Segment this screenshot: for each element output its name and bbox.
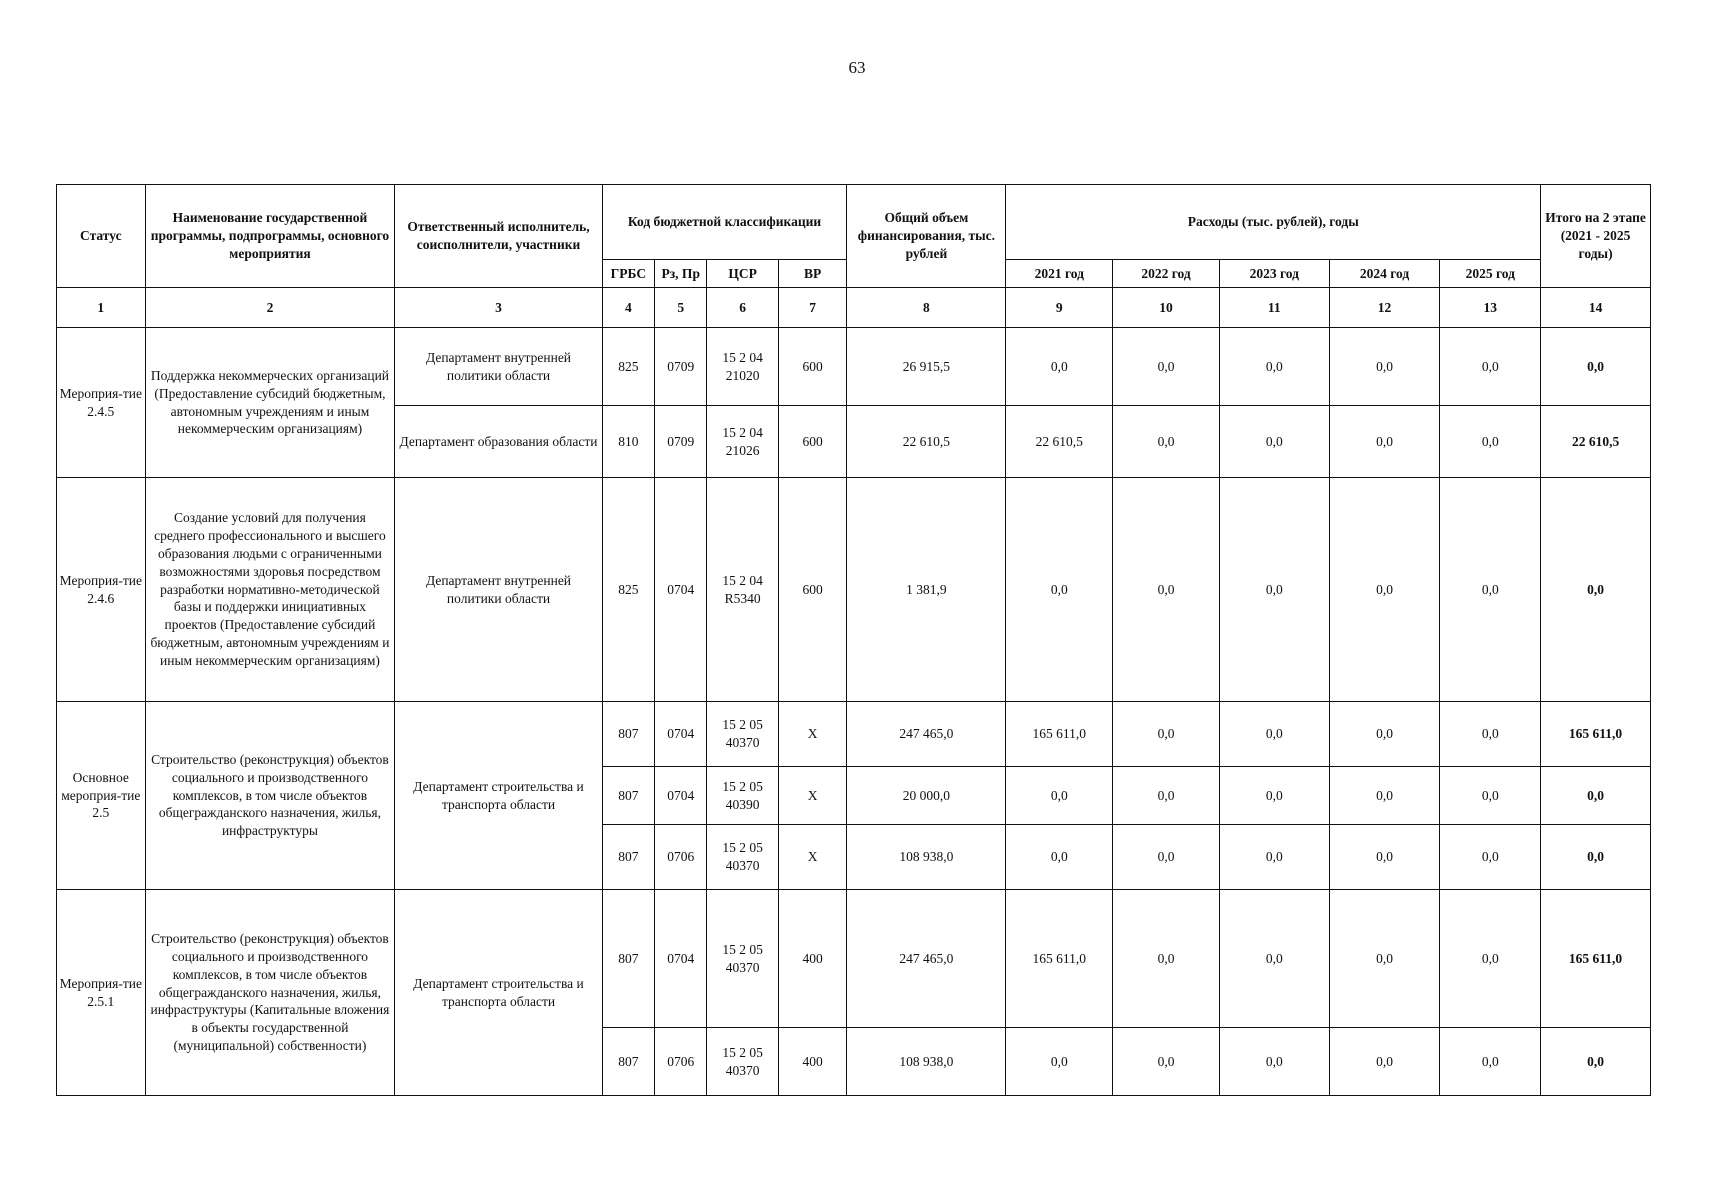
column-number: 5 [655,288,707,328]
csr-cell: 15 2 05 40390 [707,767,778,825]
csr-cell: 15 2 04 21020 [707,328,778,406]
rzpr-cell: 0706 [655,1028,707,1096]
year-2021-cell: 0,0 [1006,328,1113,406]
column-number: 11 [1219,288,1329,328]
year-2024-cell: 0,0 [1329,767,1440,825]
year-2025-cell: 0,0 [1440,767,1541,825]
year-2024-cell: 0,0 [1329,406,1440,478]
stage-total-cell: 0,0 [1541,328,1651,406]
grbs-cell: 810 [602,406,654,478]
header-year-2021: 2021 год [1006,260,1113,288]
year-2022-cell: 0,0 [1113,478,1220,702]
year-2023-cell: 0,0 [1219,890,1329,1028]
executor-cell: Департамент внутренней политики области [395,478,602,702]
name-cell: Создание условий для получения среднего профессионального и высшего образования людьми с ограниченными возможностями здоровья посредством разработки нормативно-методической базы и поддержки инициативных проектов (Предоставление субсидий бюджетным, автономным учреждениям и иным некоммерческим организациям) [145,478,395,702]
rzpr-cell: 0704 [655,767,707,825]
year-2023-cell: 0,0 [1219,767,1329,825]
stage-total-cell: 22 610,5 [1541,406,1651,478]
header-status: Статус [57,185,146,288]
year-2022-cell: 0,0 [1113,825,1220,890]
year-2025-cell: 0,0 [1440,406,1541,478]
year-2021-cell: 165 611,0 [1006,890,1113,1028]
year-2024-cell: 0,0 [1329,825,1440,890]
status-cell: Мероприя-тие 2.4.5 [57,328,146,478]
column-number: 14 [1541,288,1651,328]
column-number-row [57,288,1651,328]
year-2021-cell: 165 611,0 [1006,702,1113,767]
volume-cell: 108 938,0 [847,825,1006,890]
vr-cell: Х [778,702,846,767]
header-expenses: Расходы (тыс. рублей), годы [1006,185,1541,260]
status-cell: Мероприя-тие 2.5.1 [57,890,146,1096]
executor-cell: Департамент строительства и транспорта области [395,890,602,1096]
name-cell: Поддержка некоммерческих организаций (Предоставление субсидий бюджетным, автономным учреждениям и иным некоммерческим организациям) [145,328,395,478]
table-row [57,328,1651,406]
column-number: 12 [1329,288,1440,328]
year-2021-cell: 22 610,5 [1006,406,1113,478]
rzpr-cell: 0704 [655,702,707,767]
header-name: Наименование государственной программы, подпрограммы, основного мероприятия [145,185,395,288]
header-year-2024: 2024 год [1329,260,1440,288]
rzpr-cell: 0709 [655,406,707,478]
year-2023-cell: 0,0 [1219,406,1329,478]
stage-total-cell: 0,0 [1541,767,1651,825]
table-row [57,478,1651,702]
stage-total-cell: 165 611,0 [1541,702,1651,767]
column-number: 13 [1440,288,1541,328]
year-2023-cell: 0,0 [1219,825,1329,890]
year-2021-cell: 0,0 [1006,1028,1113,1096]
grbs-cell: 825 [602,328,654,406]
year-2022-cell: 0,0 [1113,702,1220,767]
csr-cell: 15 2 05 40370 [707,702,778,767]
rzpr-cell: 0709 [655,328,707,406]
csr-cell: 15 2 05 40370 [707,1028,778,1096]
vr-cell: 600 [778,406,846,478]
csr-cell: 15 2 04 21026 [707,406,778,478]
table-row [57,890,1651,1028]
stage-total-cell: 0,0 [1541,478,1651,702]
header-year-2025: 2025 год [1440,260,1541,288]
grbs-cell: 807 [602,890,654,1028]
volume-cell: 22 610,5 [847,406,1006,478]
year-2022-cell: 0,0 [1113,406,1220,478]
table-row [57,702,1651,767]
grbs-cell: 807 [602,825,654,890]
status-cell: Основное мероприя-тие 2.5 [57,702,146,890]
header-budget-code: Код бюджетной классификации [602,185,847,260]
vr-cell: 600 [778,478,846,702]
stage-total-cell: 0,0 [1541,825,1651,890]
csr-cell: 15 2 05 40370 [707,825,778,890]
status-cell: Мероприя-тие 2.4.6 [57,478,146,702]
grbs-cell: 807 [602,702,654,767]
column-number: 4 [602,288,654,328]
column-number: 10 [1113,288,1220,328]
year-2022-cell: 0,0 [1113,890,1220,1028]
vr-cell: 400 [778,890,846,1028]
budget-table [56,184,1651,1096]
year-2024-cell: 0,0 [1329,1028,1440,1096]
volume-cell: 247 465,0 [847,890,1006,1028]
year-2024-cell: 0,0 [1329,890,1440,1028]
header-csr: ЦСР [707,260,778,288]
name-cell: Строительство (реконструкция) объектов социального и производственного комплексов, в том числе объектов общегражданского назначения, жилья, инфраструктуры [145,702,395,890]
header-grbs: ГРБС [602,260,654,288]
header-rzpr: Рз, Пр [655,260,707,288]
year-2025-cell: 0,0 [1440,825,1541,890]
grbs-cell: 825 [602,478,654,702]
header-total-volume: Общий объем финансирования, тыс. рублей [847,185,1006,288]
column-number: 2 [145,288,395,328]
volume-cell: 20 000,0 [847,767,1006,825]
year-2025-cell: 0,0 [1440,890,1541,1028]
year-2022-cell: 0,0 [1113,328,1220,406]
year-2023-cell: 0,0 [1219,1028,1329,1096]
header-stage-total: Итого на 2 этапе (2021 - 2025 годы) [1541,185,1651,288]
year-2025-cell: 0,0 [1440,328,1541,406]
year-2021-cell: 0,0 [1006,767,1113,825]
vr-cell: Х [778,767,846,825]
csr-cell: 15 2 04 R5340 [707,478,778,702]
rzpr-cell: 0706 [655,825,707,890]
column-number: 3 [395,288,602,328]
column-number: 8 [847,288,1006,328]
rzpr-cell: 0704 [655,890,707,1028]
header-year-2022: 2022 год [1113,260,1220,288]
year-2024-cell: 0,0 [1329,478,1440,702]
stage-total-cell: 165 611,0 [1541,890,1651,1028]
name-cell: Строительство (реконструкция) объектов социального и производственного комплексов, в том числе объектов общегражданского назначения, жилья, инфраструктуры (Капитальные вложения в объекты государственной (муниципальной) собственности) [145,890,395,1096]
volume-cell: 108 938,0 [847,1028,1006,1096]
year-2025-cell: 0,0 [1440,1028,1541,1096]
column-number: 1 [57,288,146,328]
volume-cell: 26 915,5 [847,328,1006,406]
vr-cell: 600 [778,328,846,406]
csr-cell: 15 2 05 40370 [707,890,778,1028]
year-2023-cell: 0,0 [1219,328,1329,406]
rzpr-cell: 0704 [655,478,707,702]
year-2025-cell: 0,0 [1440,702,1541,767]
vr-cell: Х [778,825,846,890]
year-2022-cell: 0,0 [1113,1028,1220,1096]
year-2024-cell: 0,0 [1329,328,1440,406]
column-number: 9 [1006,288,1113,328]
header-executor: Ответственный исполнитель, соисполнители, участники [395,185,602,288]
volume-cell: 247 465,0 [847,702,1006,767]
stage-total-cell: 0,0 [1541,1028,1651,1096]
page-number: 63 [848,58,866,77]
year-2023-cell: 0,0 [1219,702,1329,767]
volume-cell: 1 381,9 [847,478,1006,702]
header-year-2023: 2023 год [1219,260,1329,288]
column-number: 7 [778,288,846,328]
column-number: 6 [707,288,778,328]
vr-cell: 400 [778,1028,846,1096]
year-2021-cell: 0,0 [1006,478,1113,702]
year-2024-cell: 0,0 [1329,702,1440,767]
grbs-cell: 807 [602,767,654,825]
year-2025-cell: 0,0 [1440,478,1541,702]
grbs-cell: 807 [602,1028,654,1096]
executor-cell: Департамент строительства и транспорта области [395,702,602,890]
executor-cell: Департамент образования области [395,406,602,478]
year-2022-cell: 0,0 [1113,767,1220,825]
header-vr: ВР [778,260,846,288]
executor-cell: Департамент внутренней политики области [395,328,602,406]
year-2021-cell: 0,0 [1006,825,1113,890]
year-2023-cell: 0,0 [1219,478,1329,702]
